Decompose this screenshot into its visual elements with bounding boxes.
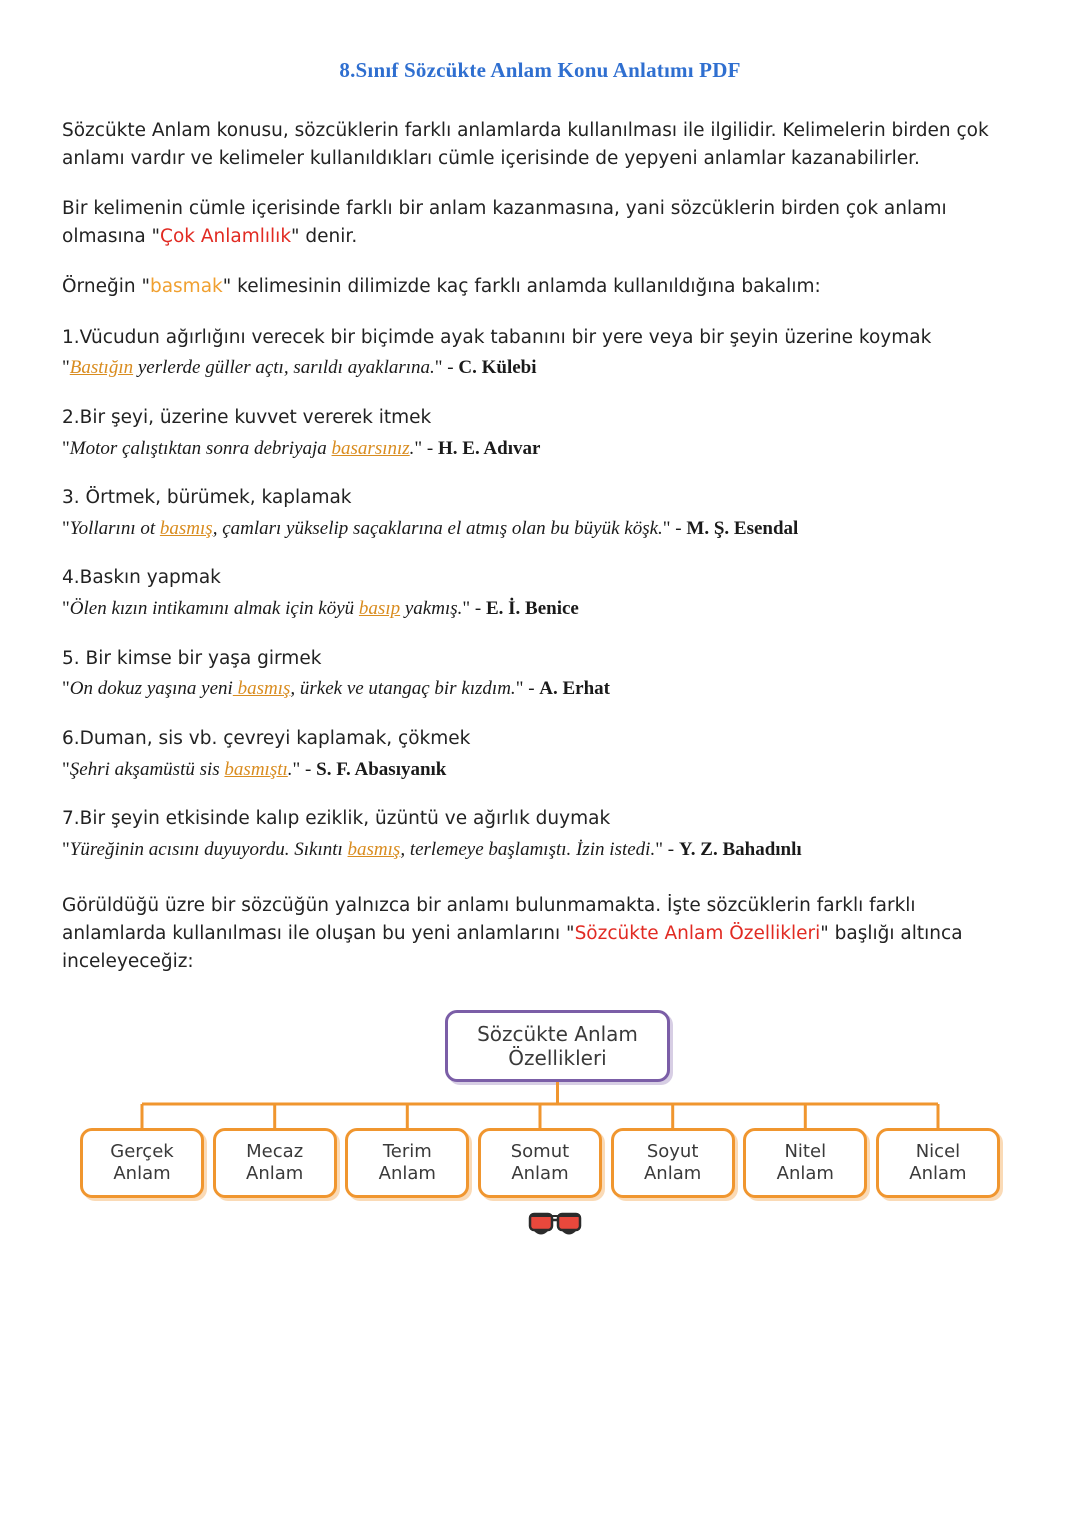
quote-close: " - — [515, 678, 540, 700]
closing-paragraph — [62, 892, 1018, 976]
quote-pre: Yollarını ot — [69, 517, 160, 539]
sense-title: 6.Duman, sis vb. çevreyi kaplamak, çökmek — [62, 728, 471, 750]
sense-quote — [62, 675, 1018, 703]
quote-close: " - — [662, 517, 687, 539]
diagram-node-line2: Anlam — [246, 1162, 304, 1184]
quote-pre: Ölen kızın intikamını almak için köyü — [69, 598, 359, 620]
quote-keyword-link[interactable]: basmış — [159, 517, 213, 539]
example-text-before: Örneğin " — [62, 276, 150, 298]
sense-item — [62, 725, 1018, 783]
diagram-node-line2: Anlam — [378, 1162, 436, 1184]
definition-paragraph — [62, 195, 1018, 251]
example-intro-paragraph — [62, 273, 1018, 301]
sense-quote — [62, 595, 1018, 623]
quote-body: yerlerde güller açtı, sarıldı ayaklarına. — [133, 357, 435, 379]
sense-item — [62, 404, 1018, 462]
sense-title: 2.Bir şeyi, üzerine kuvvet vererek itmek — [62, 406, 432, 428]
sense-quote — [62, 515, 1018, 543]
sense-title: 4.Baskın yapmak — [62, 567, 221, 589]
diagram-node-nicel-anlam — [876, 1128, 1000, 1198]
diagram-node-line2: Anlam — [113, 1162, 171, 1184]
sense-title: 5. Bir kimse bir yaşa girmek — [62, 647, 322, 669]
quote-keyword-link[interactable]: Bastığın — [69, 357, 134, 379]
diagram-node-somut-anlam — [478, 1128, 602, 1198]
closing-text-before: Görüldüğü üzre bir sözcüğün yalnızca bir anlamı bulunmamakta. İşte sözcüklerin farklı farklı anlamlarda kullanılması ile oluşan bu yeni anlamlarını " — [62, 894, 916, 944]
sense-item — [62, 324, 1018, 382]
diagram-node-mecaz-anlam — [213, 1128, 337, 1198]
basmak-highlight: basmak — [149, 276, 223, 298]
sense-item — [62, 645, 1018, 703]
definition-text-after: " denir. — [291, 226, 358, 248]
quote-keyword-link[interactable]: basmıştı — [224, 758, 288, 780]
quote-pre: On dokuz yaşına yeni — [69, 678, 233, 700]
quote-body: . — [287, 758, 293, 780]
diagram-root-line2: Özellikleri — [508, 1045, 607, 1070]
glasses-icon — [528, 1208, 582, 1242]
quote-open: " — [62, 357, 70, 379]
definition-text-before: Bir kelimenin cümle içerisinde farklı bir anlam kazanmasına, yani sözcüklerin birden çok anlamı olmasına " — [62, 198, 947, 248]
sense-quote — [62, 836, 1018, 864]
diagram-root-node — [445, 1010, 670, 1082]
quote-keyword-link[interactable]: basıp — [358, 598, 401, 620]
quote-author: Y. Z. Bahadınlı — [678, 839, 802, 861]
diagram-node-line1: Nicel — [915, 1141, 961, 1162]
diagram-node-soyut-anlam — [611, 1128, 735, 1198]
example-text-after: " kelimesinin dilimizde kaç farklı anlamda kullanıldığına bakalım: — [222, 276, 821, 298]
diagram-node-line1: Terim — [382, 1141, 432, 1162]
diagram-leaf-row — [80, 1128, 1000, 1198]
quote-pre: Yüreğinin acısını duyuyordu. Sıkıntı — [69, 839, 348, 861]
closing-text-after: " başlığı altınca inceleyeceğiz: — [62, 922, 963, 972]
quote-close: " - — [655, 839, 679, 861]
quote-author: E. İ. Benice — [485, 598, 579, 620]
diagram-node-line2: Anlam — [643, 1162, 702, 1184]
quote-author: S. F. Abasıyanık — [316, 758, 447, 780]
quote-keyword-link[interactable]: basmış — [232, 678, 291, 700]
quote-body: , ürkek ve utangaç bir kızdım. — [290, 678, 516, 700]
quote-open: " — [62, 758, 70, 780]
sozcukte-anlam-ozellikleri-diagram — [80, 1010, 1000, 1260]
sense-title: 7.Bir şeyin etkisinde kalıp eziklik, üzüntü ve ağırlık duymak — [62, 808, 611, 830]
quote-open: " — [62, 678, 70, 700]
quote-open: " — [62, 839, 70, 861]
quote-close: " - — [414, 437, 439, 459]
diagram-node-line2: Anlam — [909, 1162, 967, 1184]
diagram-node-terim-anlam — [345, 1128, 469, 1198]
quote-author: C. Külebi — [458, 357, 537, 379]
diagram-node-line1: Somut — [510, 1141, 570, 1162]
sense-quote — [62, 435, 1018, 463]
diagram-connector-lines — [80, 1082, 1000, 1130]
intro-paragraph: Sözcükte Anlam konusu, sözcüklerin farklı anlamlarda kullanılması ile ilgilidir. Kelimelerin birden çok anlamı vardır ve kelimeler kullanıldıkları cümle içerisinde de yepyeni anlamlar kazanabilirler. — [62, 120, 989, 170]
sense-quote — [62, 354, 1018, 382]
quote-body: yakmış. — [400, 598, 463, 620]
sense-quote — [62, 756, 1018, 784]
diagram-node-line1: Gerçek — [110, 1141, 174, 1162]
sense-title: 1.Vücudun ağırlığını verecek bir biçimde ayak tabanını bir yere veya bir şeyin üzerine koymak — [62, 326, 932, 348]
quote-pre: Motor çalıştıktan sonra debriyaja — [69, 437, 332, 459]
diagram-node-line2: Anlam — [511, 1162, 569, 1184]
diagram-node-nitel-anlam — [743, 1128, 867, 1198]
quote-author: M. Ş. Esendal — [686, 517, 799, 539]
sense-item — [62, 564, 1018, 622]
quote-body: , terlemeye başlamıştı. İzin istedi. — [400, 839, 656, 861]
diagram-node-line1: Nitel — [784, 1141, 827, 1162]
sense-title: 3. Örtmek, bürümek, kaplamak — [62, 487, 352, 509]
diagram-node-line2: Anlam — [776, 1162, 834, 1184]
quote-body: , çamları yükselip saçaklarına el atmış olan bu büyük köşk. — [212, 517, 663, 539]
cok-anlamlilik-highlight: Çok Anlamlılık — [160, 226, 292, 248]
diagram-root-line1: Sözcükte Anlam — [477, 1021, 638, 1046]
quote-author: H. E. Adıvar — [438, 437, 541, 459]
quote-author: A. Erhat — [539, 678, 611, 700]
quote-body: . — [409, 437, 415, 459]
quote-open: " — [62, 437, 70, 459]
page-title: 8.Sınıf Sözcükte Anlam Konu Anlatımı PDF — [339, 58, 741, 82]
quote-close: " - — [292, 758, 317, 780]
quote-keyword-link[interactable]: basarsınız — [331, 437, 410, 459]
sense-item — [62, 805, 1018, 863]
sozcukte-anlam-ozellikleri-highlight: Sözcükte Anlam Özellikleri — [574, 922, 821, 944]
sense-item — [62, 484, 1018, 542]
quote-close: " - — [462, 598, 486, 620]
quote-pre: Şehri akşamüstü sis — [69, 758, 225, 780]
diagram-node-line1: Soyut — [646, 1141, 699, 1162]
quote-close: " - — [434, 357, 459, 379]
quote-open: " — [62, 517, 70, 539]
quote-open: " — [62, 598, 70, 620]
diagram-node-gercek-anlam — [80, 1128, 204, 1198]
diagram-node-line1: Mecaz — [246, 1141, 304, 1162]
quote-keyword-link[interactable]: basmış — [347, 839, 401, 861]
